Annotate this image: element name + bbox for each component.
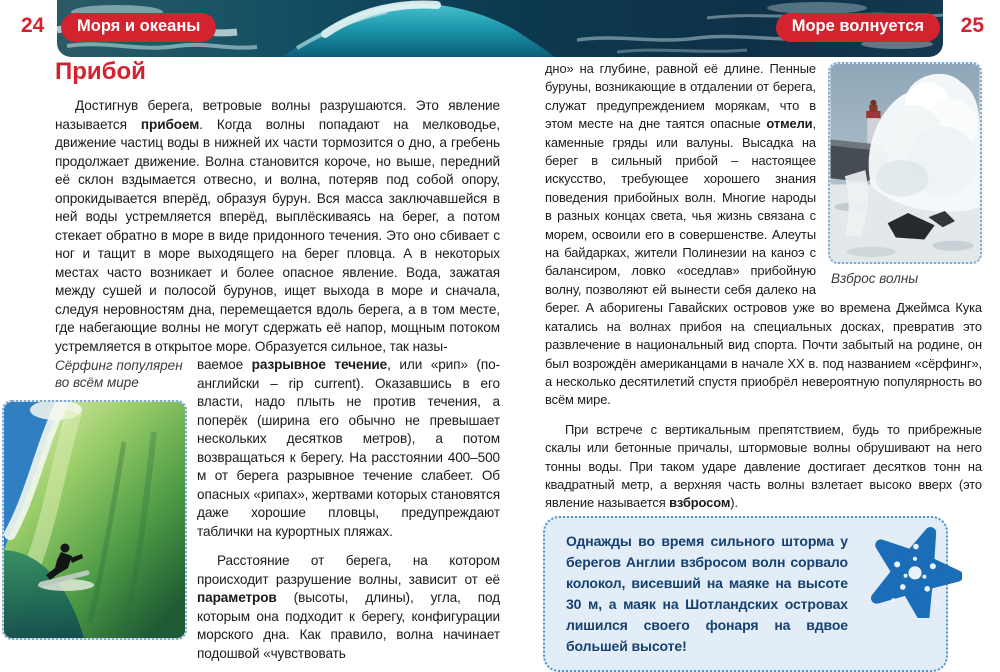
- starfish-icon: [868, 524, 962, 618]
- lighthouse-wave-art: [830, 64, 980, 262]
- text-segment: , каменные гряды или валуны. Высадка на берег в сильный прибой – настоящее искусство, требующее хорошего знания поведения прибойных волн. Многие народы в разных концах света, чья жизнь связана с морем, освоили его в совершенстве. Алеуты на байдарках, жители Полинезии на каноэ с балансиром, ловко «оседлав» прибойную волну, позволяют ей вынести себя далеко на берег.: [545, 116, 816, 316]
- term-parameters: параметров: [197, 590, 277, 605]
- wave-impact-figure: [828, 62, 982, 288]
- term-shoals: отмели: [766, 116, 813, 132]
- text-segment: Расстояние от берега, на котором происходит разрушение волны, зависит от её: [197, 553, 500, 587]
- text-segment: , или «рип» (по-английски – rip current). Оказавшись в его власти, надо плыть не против течения, а поперёк (ширина его обычно не превышает нескольких десятков метров), а потом возвращаться к берегу. На расстоянии 400–500 м от берега разрывное течение слабеет. Об опасных «рипах», жертвами которых становятся даже хорошие пловцы, предупреждают таблички на курортных пляжах.: [197, 357, 500, 539]
- fact-callout-text: Однажды во время сильного шторма у берегов Англии взбросом волн сорвало колокол, висевший на маяке на высоте 30 м, а маяк на Шотландских островах лишился своего фонаря на вдвое большей высоте!: [566, 533, 848, 654]
- text-segment: . Когда волны попадают на мелководье, движение частиц воды в нижней их части тормозится о дно, а гребень продолжает движение. Волна становится короче, но выше, передний её склон вздымается отвесно, и волна, потеряв под собой опору, опрокидывается вперёд, образуя бурун. Вся масса заключавшейся в ней воды устремляется вперёд, выплёскиваясь на берег, а потом стекает обратно в море в виде придонного течения. Это оно сбивает с ног и тащит в море выходящего на берег пловца. А в некоторых местах часто возникает и более опасное явление. Вода, зажатая между сушей и полосой бурунов, ищет выхода в море и сначала, следуя неровностям дна, перемещается вдоль берега, а в том месте, где набегающие волны не могут сдержать её напор, мощным потоком устремляется в открытое море. Образуется сильное, так назы-: [55, 116, 500, 354]
- article-title: Прибой: [55, 58, 146, 85]
- text-segment: А аборигены Гавайских островов уже во времена Джеймса Кука катались на волнах прибоя на специальных досках, превратив это развлечение в национальный вид спорта. Почти забытый на родине, он был возрождён американцами в начале XX в. под названием «сёрфинг», а несколько десятилетий спустя приобрёл невероятную популярность во всём мире.: [545, 300, 982, 408]
- term-priboem: прибоем: [140, 116, 200, 132]
- term-vzbros: взбросом: [669, 495, 731, 511]
- paragraph-surf-intro: [55, 97, 500, 356]
- text-segment: ваемое: [197, 357, 252, 372]
- paragraph-wave-impact: [545, 421, 982, 513]
- page-number-left: 24: [21, 14, 45, 37]
- right-page-text-column: [545, 60, 982, 520]
- surfer-figure: [55, 356, 197, 658]
- surfer-photo-caption: Сёрфинг популярен во всём мире: [55, 358, 183, 390]
- surfer-photo: [2, 400, 187, 640]
- text-segment: Достигнув берега, ветровые волны разрушаются. Это явление называется: [55, 98, 500, 132]
- text-segment: При встрече с вертикальным препятствием, будь то прибрежные скалы или бетонные причалы, штормовые волны обрушивают на него тонны воды. При таком ударе давление достигает десятков тонн на квадратный метр, а верхняя часть волны взлетает высоко вверх (это явление называется: [545, 421, 982, 511]
- section-banner-right: Море волнуется: [776, 13, 940, 42]
- left-page-text-column: [55, 97, 500, 661]
- text-segment: ).: [730, 495, 738, 511]
- wave-impact-caption: Взброс волны: [831, 271, 919, 286]
- fact-callout-box: [543, 516, 948, 672]
- text-segment: дно» на глубине, равной её длине. Пенные буруны, возникающие в отдалении от берега, служат предупреждением морякам, что в этом месте на дне таятся опасные: [545, 61, 816, 132]
- section-banner-left: Моря и океаны: [61, 13, 216, 42]
- wave-impact-photo: [828, 62, 982, 264]
- page-number-right: 25: [960, 14, 984, 37]
- text-segment: (высоты, длины), угла, под которым она подходит к берегу, конфигурации морского дна. Как правило, волна начинает подошвой «чувствовать: [197, 590, 500, 661]
- surfer-in-wave-art: [4, 402, 185, 638]
- term-rip-current: разрывное течение: [251, 357, 388, 372]
